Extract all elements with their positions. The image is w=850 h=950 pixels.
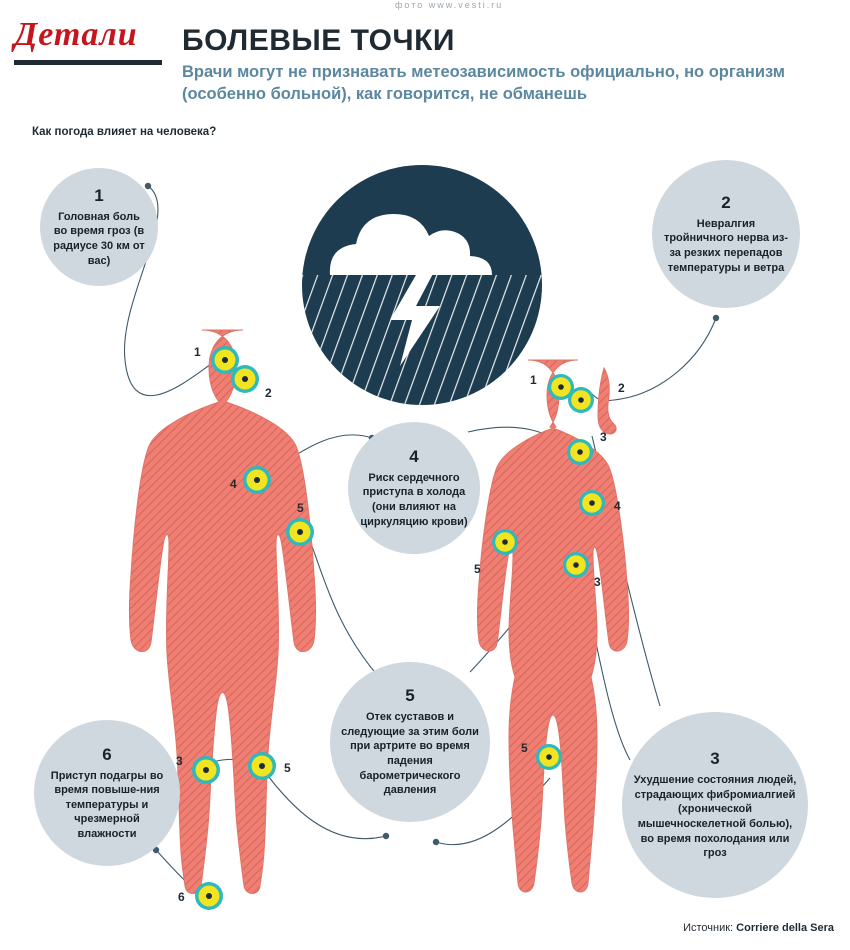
marker-male-5-knee[interactable] (248, 752, 291, 780)
svg-text:3: 3 (600, 430, 607, 444)
section-question: Как погода влияет на человека? (32, 126, 217, 138)
source-prefix: Источник: (683, 922, 737, 934)
svg-text:3: 3 (594, 575, 601, 589)
svg-text:5: 5 (297, 501, 304, 515)
callout-number: 1 (94, 185, 104, 205)
callout-bubble-4[interactable] (348, 422, 480, 554)
svg-text:3: 3 (176, 754, 183, 768)
svg-text:2: 2 (618, 381, 625, 395)
callout-number: 5 (405, 686, 415, 706)
callout-bubble-5[interactable] (330, 662, 490, 822)
photo-credit: фото www.vesti.ru (395, 0, 504, 10)
callout-text: Риск сердечного приступа в холода (они влияют на циркуляцию крови) (360, 471, 468, 528)
callout-text: Отек суставов и следующие за этим боли при артрите во время падения барометрического давления (341, 711, 479, 797)
callout-bubble-2[interactable] (652, 160, 800, 308)
svg-text:4: 4 (230, 477, 237, 491)
callout-number: 2 (721, 192, 731, 212)
svg-text:5: 5 (521, 741, 528, 755)
callout-number: 3 (710, 749, 720, 769)
callout-bubble-3[interactable] (622, 712, 808, 898)
callout-number: 6 (102, 744, 112, 764)
callout-bubble-6[interactable] (34, 720, 180, 866)
callout-text: Головная боль во время гроз (в радиусе 30 км от вас) (53, 210, 145, 267)
svg-text:5: 5 (474, 562, 481, 576)
marker-male-2[interactable] (231, 365, 272, 400)
source-name: Corriere della Sera (736, 922, 834, 934)
marker-female-2[interactable] (568, 381, 625, 413)
logo-wordmark: Детали (14, 16, 138, 53)
callout-text: Невралгия тройничного нерва из-за резких перепадов температуры и ветра (663, 217, 789, 274)
callout-bubble-1[interactable] (40, 168, 158, 286)
svg-text:1: 1 (194, 345, 201, 359)
svg-text:4: 4 (614, 499, 621, 513)
page-subtitle: Врачи могут не признавать метеозависимость официально, но организм (особенно больной), как говорится, не обманешь (182, 63, 786, 103)
callout-text: Ухудшение состояния людей, страдающих фибромиалгией (хронической мышечноскелетной болью), во время похолодания или гроз (633, 774, 797, 860)
svg-text:2: 2 (265, 386, 272, 400)
source-credit (683, 922, 834, 934)
page-title: БОЛЕВЫЕ ТОЧКИ (182, 24, 455, 57)
storm-cloud-rain-lightning-icon (302, 165, 542, 405)
svg-text:6: 6 (178, 890, 185, 904)
callout-text: Приступ подагры во время повыше-ния температуры и чрезмерной влажности (50, 769, 164, 840)
marker-male-1[interactable] (194, 345, 239, 374)
svg-text:5: 5 (284, 761, 291, 775)
svg-text:1: 1 (530, 373, 537, 387)
callout-number: 4 (409, 446, 419, 466)
